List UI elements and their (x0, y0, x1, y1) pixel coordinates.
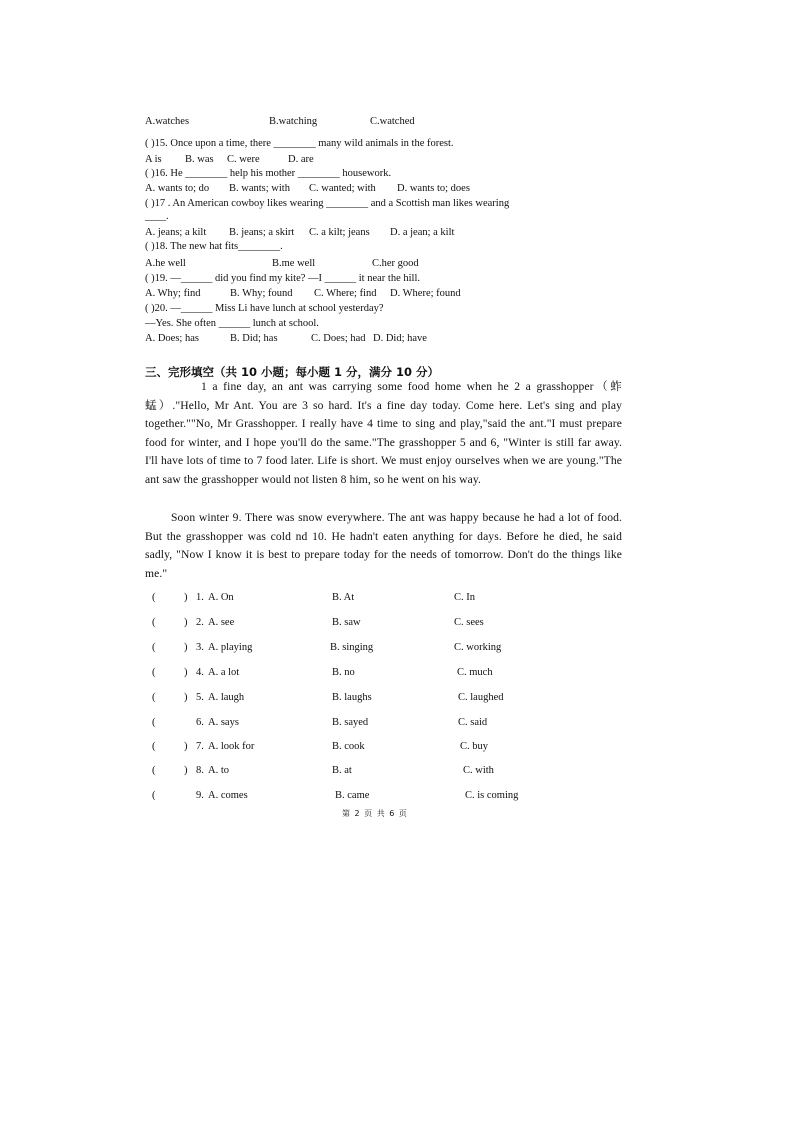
question-15-stem: ( )15. Once upon a time, there ________ many wild animals in the forest. (145, 138, 454, 149)
mcq-options-20: A. Does; has B. Did; has C. Does; had D. Did; have (145, 333, 427, 344)
cloze-passage-paragraph-2: Soon winter 9. There was snow everywhere. The ant was happy because he had a lot of food. But the grasshopper was cold nd 10. He hadn't eaten anything for days. Before he died, he said sadly, "Now I know it is best to prepare today for the needs of tomorrow. Don't do the things like me." (145, 511, 622, 580)
question-16-stem: ( )16. He ________ help his mother ________ housework. (145, 168, 392, 179)
cloze-passage-paragraph-1: 1 a fine day, an ant was carrying some food home when he 2 a grasshopper（蚱蜢）."Hello, Mr Ant. You are 3 so hard. It's a fine day today. Come here. Let's sing and play together.""No, Mr Grasshopper. I really have 4 time to sing and play,"said the ant."I must prepare food for winter, and I hope you'll do the same."The grasshopper 5 and 6, "Winter is still far away. I'll have lots of time to 7 food later. Life is short. We must enjoy ourselves when we are young."The ant saw the grasshopper would not listen 8 him, so he went on his way. (145, 380, 622, 486)
question-19-stem: ( )19. —______ did you find my kite? —I ______ it near the hill. (145, 273, 420, 284)
question-20-stem: ( )20. —______ Miss Li have lunch at school yesterday? (145, 303, 384, 314)
mcq-options-19: A. Why; find B. Why; found C. Where; find D. Where; found (145, 288, 461, 299)
question-17-stem: ( )17 . An American cowboy likes wearing ________ and a Scottish man likes wearing (145, 198, 510, 209)
mcq-options-14: A.watches B.watching C.watched (145, 116, 415, 127)
question-18-stem: ( )18. The new hat fits________. (145, 241, 283, 252)
mcq-options-16: A. wants to; do B. wants; with C. wanted; with D. wants to; does (145, 183, 470, 194)
page-footer: 第 2 页 共 6 页 (342, 809, 408, 818)
section-title-cloze: 三、完形填空（共 10 小题；每小题 1 分，满分 10 分） (145, 365, 440, 379)
mcq-options-18: A.he well B.me well C.her good (145, 258, 419, 269)
question-20-answer-line: —Yes. She often ______ lunch at school. (145, 318, 319, 329)
question-17-stem-cont: ____. (145, 211, 169, 222)
mcq-options-17: A. jeans; a kilt B. jeans; a skirt C. a kilt; jeans D. a jean; a kilt (145, 227, 455, 238)
exam-page: A.watches B.watching C.watched ( )15. Once upon a time, there ________ many wild animals in the forest. A is B. was C. were D. are ( )16. He ________ help his mother ________ housework. A. wants to; do B. wants; with C. wanted; with D. wants to; does ( )17 . An American cowboy likes wearing ________ and a Scottish man likes wearing ____. A. jeans; a kilt B. jeans; a skirt C. a kilt; jeans D. a jean; a kilt ( )18. The new hat fits________. A.he well B.me well C.her good ( )19. —______ did you find my kite? —I ______ it near the hill. A. Why; find B. Why; found C. Where; find D. Where; found ( )20. —______ Miss Li have lunch at school yesterday? —Yes. She often ______ lunch at school. A. Does; has B. Did; has C. Does; had D. Did; have 三、完形填空（共 10 小题；每小题 1 分，满分 10 分） 1 a fine day, an ant was carrying some food home when he 2 a grasshopper（蚱蜢）."Hello, Mr Ant. You are 3 so hard. It's a fine day today. Come here. Let's sing and play together.""No, Mr Grasshopper. I really have 4 time to sing and play,"said the ant."I must prepare food for winter, and I hope you'll do the same."The grasshopper 5 and 6, "Winter is still far away. I'll have lots of time to 7 food later. Life is short. We must enjoy ourselves when we are young."The ant saw the grasshopper would not listen 8 him, so he went on his way. Soon winter 9. There was snow everywhere. The ant was happy because he had a lot of food. But the grasshopper was cold nd 10. He hadn't eaten anything for days. Before he died, he said sadly, "Now I know it is best to prepare today for the needs of tomorrow. Don't do the things like me." ( ) 1. A. On B. At C. In ( ) 2. A. see B. saw C. sees ( ) 3. A. playing B. singing C. working ( ) 4. A. a lot B. no C. much ( ) 5. A. laugh B. laughs C. laughed ( 6. A. says B. sayed C. said ( ) 7. A. look for B. cook C. buy ( ) 8. A. to B. at C. with ( 9. A. comes B. came C. is coming 第 2 页 共 6 页 (145, 116, 622, 818)
mcq-options-15: A is B. was C. were D. are (145, 154, 314, 165)
